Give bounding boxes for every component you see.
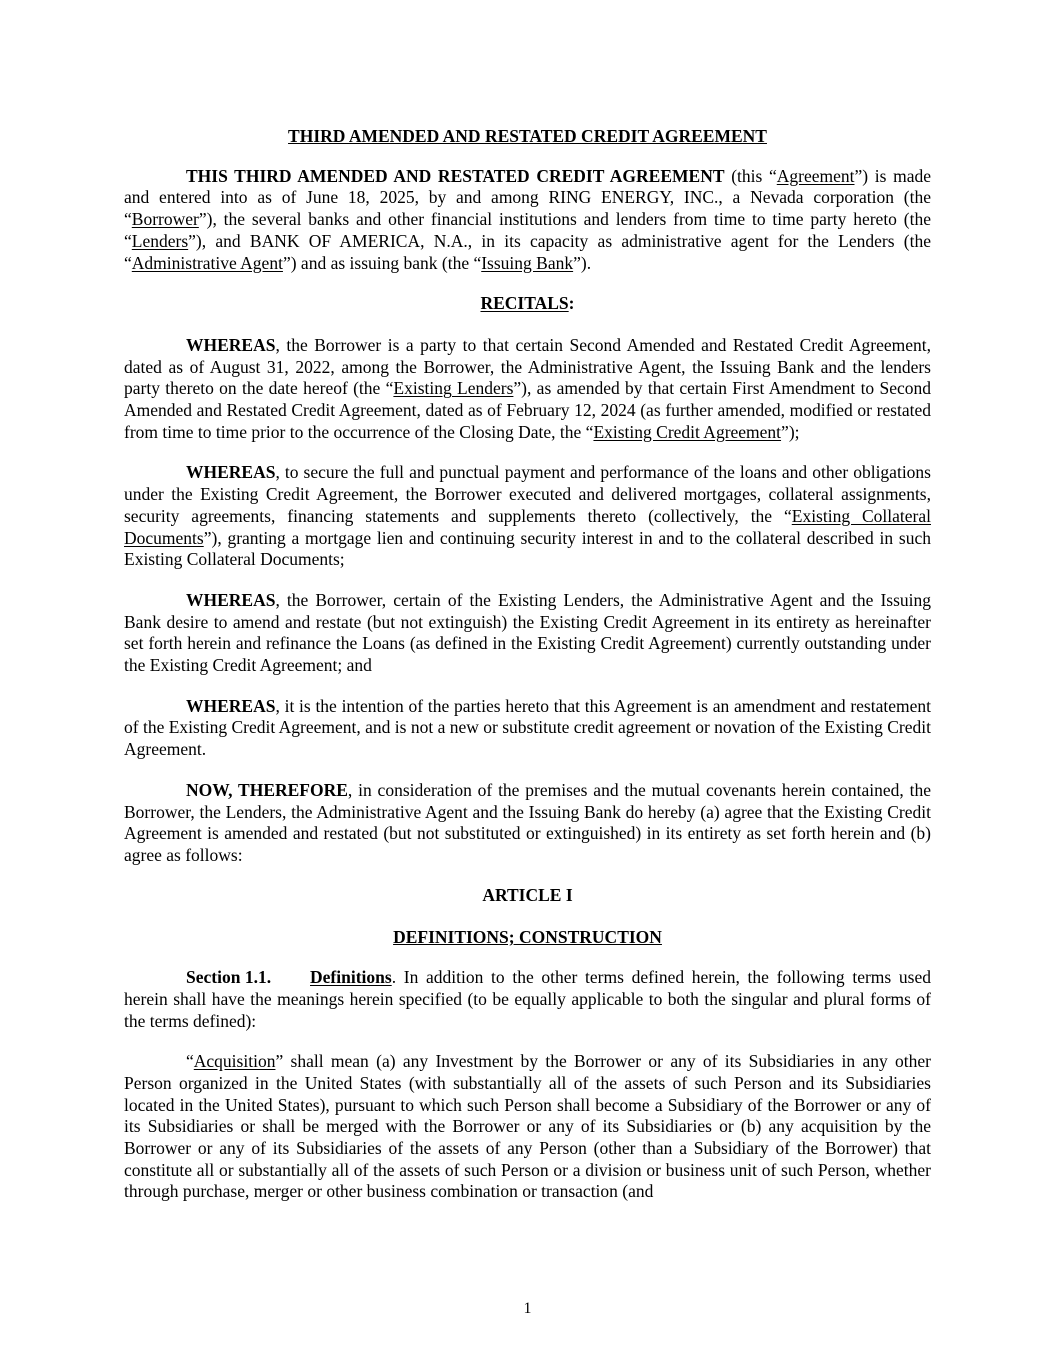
defined-term-borrower: Borrower bbox=[131, 209, 199, 230]
whereas-paragraph-3 bbox=[124, 590, 931, 677]
definition-acquisition bbox=[124, 1051, 931, 1203]
text-run: , the Borrower, certain of the Existing Lenders, the Administrative Agent and the Issuing Bank desire to amend and restate (but not extinguish) the Existing Credit Agreement in its entirety as hereinafter set forth herein and refinance the Loans (as defined in the Existing Credit Agreement) currently outstanding under the Existing Credit Agreement; and bbox=[124, 589, 931, 676]
defined-term-issuing-bank: Issuing Bank bbox=[481, 252, 574, 273]
article-title: ARTICLE I bbox=[482, 884, 573, 905]
defined-term-lenders: Lenders bbox=[131, 230, 189, 251]
article-subtitle: DEFINITIONS; CONSTRUCTION bbox=[393, 927, 662, 948]
intro-lead: THIS THIRD AMENDED AND RESTATED CREDIT AGREEMENT bbox=[186, 165, 725, 186]
section-name: Definitions bbox=[310, 967, 392, 988]
whereas-paragraph-4 bbox=[124, 696, 931, 761]
page-number: 1 bbox=[523, 1300, 532, 1317]
text-run: , to secure the full and punctual payment and performance of the loans and other obligations under the Existing Credit Agreement, the Borrower executed and delivered mortgages, collateral assignments, security agreements, financing statements and supplements thereto (collectively, the “ bbox=[124, 462, 931, 526]
text-run: , it is the intention of the parties hereto that this Agreement is an amendment and restatement of the Existing Credit Agreement, and is not a new or substitute credit agreement or novation of the Existing Credit Agreement. bbox=[124, 695, 931, 760]
defined-term-administrative-agent: Administrative Agent bbox=[131, 252, 283, 273]
text-run: “ bbox=[186, 1051, 194, 1072]
text-run: ”). bbox=[573, 252, 592, 273]
now-therefore-lead: NOW, THEREFORE bbox=[186, 779, 348, 800]
defined-term-agreement: Agreement bbox=[776, 165, 855, 186]
whereas-paragraph-1 bbox=[124, 335, 931, 444]
text-run: , in consideration of the premises and the mutual covenants herein contained, the Borrower, the Lenders, the Administrative Agent and the Issuing Bank do hereby (a) agree that the Existing Credit Agreement is amended and restated (but not substituted or extinguished) in its entirety as set forth herein and (b) agree as follows: bbox=[124, 779, 931, 865]
whereas-lead: WHEREAS bbox=[186, 462, 276, 483]
defined-term-existing-collateral-documents: Existing Collateral Documents bbox=[124, 505, 931, 548]
text-run: ”) and as issuing bank (the “ bbox=[282, 252, 482, 273]
section-1-1-paragraph bbox=[124, 967, 931, 1032]
now-therefore-paragraph bbox=[124, 780, 931, 867]
text-run: . In addition to the other terms defined herein, the following terms used herein shall have the meanings herein specified (to be equally applicable to both the singular and plural forms of the terms defined): bbox=[124, 967, 931, 1031]
text-run: ”); bbox=[781, 421, 800, 442]
text-run: ”), as amended by that certain First Amendment to Second Amended and Restated Credit Agreement, dated as of February 12, 2024 (as further amended, modified or restated from time to time prior to the occurrence of the Closing Date, the “ bbox=[124, 378, 932, 442]
text-run: ”), and BANK OF AMERICA, N.A., in its capacity as administrative agent for the Lenders (the “ bbox=[124, 230, 931, 273]
whereas-paragraph-2 bbox=[124, 462, 931, 571]
defined-term-acquisition: Acquisition bbox=[193, 1051, 276, 1072]
document-page bbox=[124, 125, 931, 1203]
text-run: (this “ bbox=[724, 165, 777, 186]
section-number: Section 1.1. bbox=[186, 967, 272, 988]
text-run: ” shall mean (a) any Investment by the Borrower or any of its Subsidiaries in any other Person organized in the United States (with substantially all of the assets of such Person and its Subsidiaries located in the United States), pursuant to which such Person shall become a Subsidiary of the Borrower or any of its Subsidiaries or shall be merged with the Borrower or any of its Subsidiaries or (b) any acquisition by the Borrower or any of its Subsidiaries of the assets of any Person (other than a Subsidiary of the Borrower) that constitute all or substantially all of the assets of such Person or a division or business unit of such Person, whether through purchase, merger or other business combination or transaction (and bbox=[124, 1051, 931, 1202]
intro-paragraph bbox=[124, 166, 931, 275]
whereas-lead: WHEREAS bbox=[186, 589, 276, 610]
document-title: THIRD AMENDED AND RESTATED CREDIT AGREEMENT bbox=[288, 126, 767, 146]
recitals-label: RECITALS bbox=[480, 293, 569, 314]
recitals-colon: : bbox=[568, 293, 575, 314]
whereas-lead: WHEREAS bbox=[186, 334, 276, 355]
defined-term-existing-credit-agreement: Existing Credit Agreement bbox=[593, 421, 782, 442]
defined-term-existing-lenders: Existing Lenders bbox=[393, 378, 514, 399]
text-run: , the Borrower is a party to that certain Second Amended and Restated Credit Agreement, dated as of August 31, 2022, among the Borrower, the Administrative Agent, the Issuing Bank and the lenders party thereto on the date hereof (the “ bbox=[124, 334, 931, 399]
text-run: ”), the several banks and other financial institutions and lenders from time to time party hereto (the “ bbox=[124, 209, 931, 251]
recitals-heading bbox=[124, 293, 931, 315]
text-run: ”), granting a mortgage lien and continuing security interest in and to the collateral described in such Existing Collateral Documents; bbox=[124, 527, 931, 570]
whereas-lead: WHEREAS bbox=[186, 695, 276, 716]
text-run: ”) is made and entered into as of June 18, 2025, by and among RING ENERGY, INC., a Nevada corporation (the “ bbox=[124, 165, 931, 230]
